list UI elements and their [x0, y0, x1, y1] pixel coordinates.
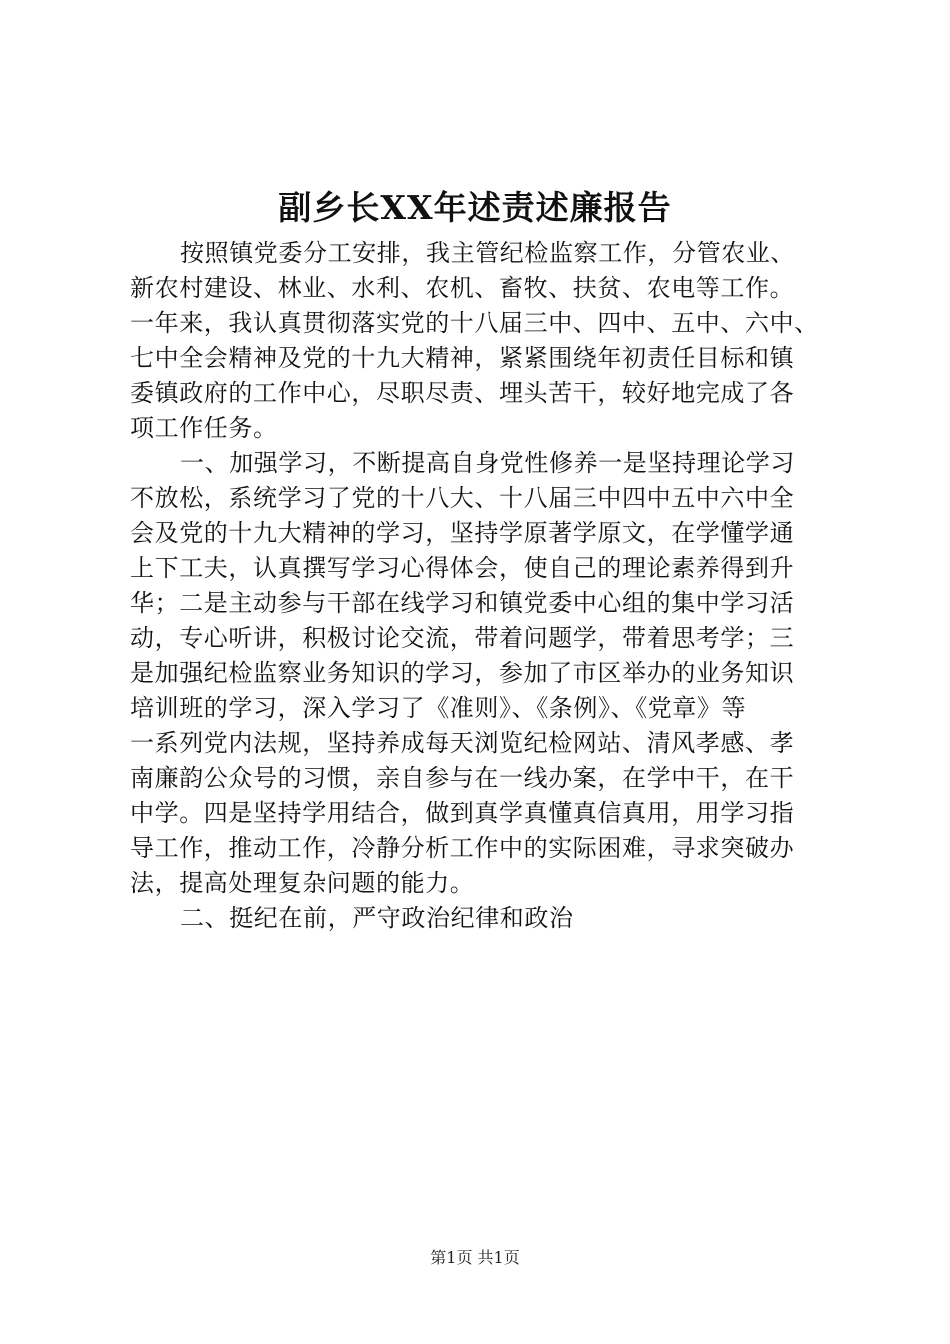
paragraph-line: 新农村建设、林业、水利、农机、畜牧、扶贫、农电等工作。 [130, 274, 795, 302]
paragraph-line: 培训班的学习，深入学习了《准则》、《条例》、《党章》等 [130, 694, 747, 722]
paragraph-line: 上下工夫，认真撰写学习心得体会，使自己的理论素养得到升 [130, 554, 795, 582]
paragraph-line: 会及党的十九大精神的学习，坚持学原著学原文，在学懂学通 [130, 519, 795, 547]
paragraph-line: 导工作，推动工作，冷静分析工作中的实际困难，寻求突破办 [130, 834, 795, 862]
section-heading-line: 二、挺纪在前，严守政治纪律和政治 [180, 904, 574, 932]
paragraph-line: 一年来，我认真贯彻落实党的十八届三中、四中、五中、六中、 [130, 309, 819, 337]
paragraph-line: 项工作任务。 [130, 414, 278, 442]
section-heading-line: 一、加强学习，不断提高自身党性修养一是坚持理论学习 [180, 449, 795, 477]
paragraph-line: 动，专心听讲，积极讨论交流，带着问题学，带着思考学；三 [130, 624, 795, 652]
page-number-footer: 第1页 共1页 [430, 1248, 520, 1267]
paragraph-line: 华；二是主动参与干部在线学习和镇党委中心组的集中学习活 [130, 589, 795, 617]
paragraph-line: 南廉韵公众号的习惯，亲自参与在一线办案，在学中干，在干 [130, 764, 795, 792]
paragraph-line: 按照镇党委分工安排，我主管纪检监察工作，分管农业、 [180, 239, 795, 267]
paragraph-line: 中学。四是坚持学用结合，做到真学真懂真信真用，用学习指 [130, 799, 795, 827]
paragraph-line: 不放松，系统学习了党的十八大、十八届三中四中五中六中全 [130, 484, 795, 512]
paragraph-line: 七中全会精神及党的十九大精神，紧紧围绕年初责任目标和镇 [130, 344, 795, 372]
paragraph-line: 法，提高处理复杂问题的能力。 [130, 869, 475, 897]
document-body [130, 236, 830, 936]
paragraph-line: 一系列党内法规，坚持养成每天浏览纪检网站、清风孝感、孝 [130, 729, 795, 757]
paragraph-line: 是加强纪检监察业务知识的学习，参加了市区举办的业务知识 [130, 659, 795, 687]
paragraph-line: 委镇政府的工作中心，尽职尽责、埋头苦干，较好地完成了各 [130, 379, 795, 407]
page-title: 副乡长XX年述责述廉报告 [278, 188, 672, 227]
